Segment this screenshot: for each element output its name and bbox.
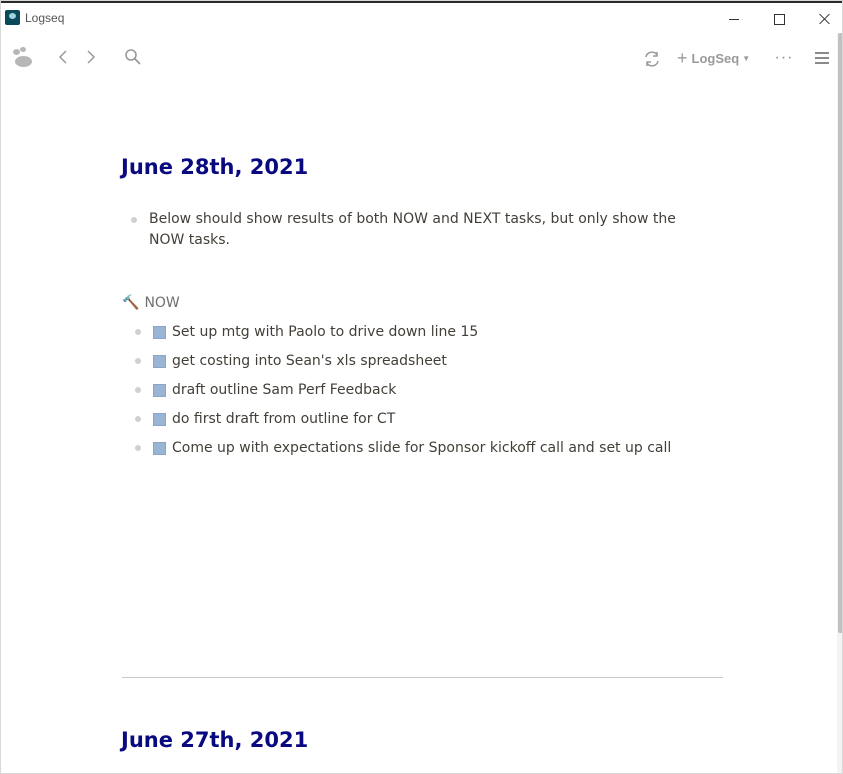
block-bullet[interactable] <box>135 387 141 393</box>
hammer-icon: 🔨 <box>122 295 140 311</box>
forward-button[interactable] <box>81 45 101 69</box>
logseq-app-icon <box>5 10 20 25</box>
task-checkbox[interactable] <box>153 326 166 339</box>
task-label[interactable]: get costing into Sean's xls spreadsheet <box>172 353 447 369</box>
block-bullet[interactable] <box>135 416 141 422</box>
chevron-right-icon <box>86 49 96 65</box>
title-bar <box>1 3 843 33</box>
block-bullet[interactable] <box>135 358 141 364</box>
task-item[interactable] <box>135 322 478 342</box>
journal-title[interactable]: June 28th, 2021 <box>121 155 309 179</box>
window-title: Logseq <box>25 11 65 25</box>
task-checkbox[interactable] <box>153 442 166 455</box>
app-toolbar <box>1 37 843 77</box>
maximize-icon <box>774 14 785 25</box>
more-dots-icon: ··· <box>774 49 794 66</box>
task-label[interactable]: Come up with expectations slide for Sponsor kickoff call and set up call <box>172 440 672 456</box>
task-item[interactable] <box>135 438 671 458</box>
hamburger-icon <box>815 52 829 64</box>
task-item[interactable] <box>135 409 395 429</box>
task-checkbox[interactable] <box>153 355 166 368</box>
graph-selector-button[interactable] <box>677 47 750 69</box>
graph-name: LogSeq <box>691 50 740 66</box>
back-button[interactable] <box>53 45 73 69</box>
sync-button[interactable] <box>641 47 663 71</box>
block[interactable] <box>131 209 701 251</box>
block-bullet[interactable] <box>135 445 141 451</box>
vertical-scrollbar[interactable] <box>837 33 843 774</box>
close-icon <box>819 13 831 25</box>
scrollbar-thumb[interactable] <box>838 33 843 633</box>
block-content[interactable]: Below should show results of both NOW and NEXT tasks, but only show the NOW tasks. <box>149 211 676 248</box>
minimize-icon <box>729 19 739 20</box>
task-label[interactable]: draft outline Sam Perf Feedback <box>172 382 397 398</box>
more-button[interactable] <box>773 47 795 69</box>
journal-divider <box>122 677 723 678</box>
query-group-header[interactable] <box>122 295 180 311</box>
close-button[interactable] <box>802 5 843 33</box>
task-checkbox[interactable] <box>153 413 166 426</box>
block-bullet[interactable] <box>131 217 137 223</box>
chevron-left-icon <box>58 49 68 65</box>
search-icon <box>124 48 142 66</box>
plus-icon: + <box>677 47 688 68</box>
journal-title[interactable]: June 27th, 2021 <box>121 728 309 752</box>
block-bullet[interactable] <box>135 329 141 335</box>
maximize-button[interactable] <box>756 5 802 33</box>
task-label[interactable]: do first draft from outline for CT <box>172 411 396 427</box>
task-item[interactable] <box>135 380 396 400</box>
search-button[interactable] <box>122 45 144 69</box>
task-checkbox[interactable] <box>153 384 166 397</box>
minimize-button[interactable] <box>711 5 757 33</box>
task-label[interactable]: Set up mtg with Paolo to drive down line 15 <box>172 324 479 340</box>
task-item[interactable] <box>135 351 447 371</box>
caret-down-icon: ▼ <box>742 53 751 63</box>
query-group-label: NOW <box>144 295 180 311</box>
right-sidebar-toggle[interactable] <box>812 47 832 69</box>
left-sidebar-toggle[interactable] <box>11 47 37 73</box>
refresh-icon <box>643 50 661 68</box>
